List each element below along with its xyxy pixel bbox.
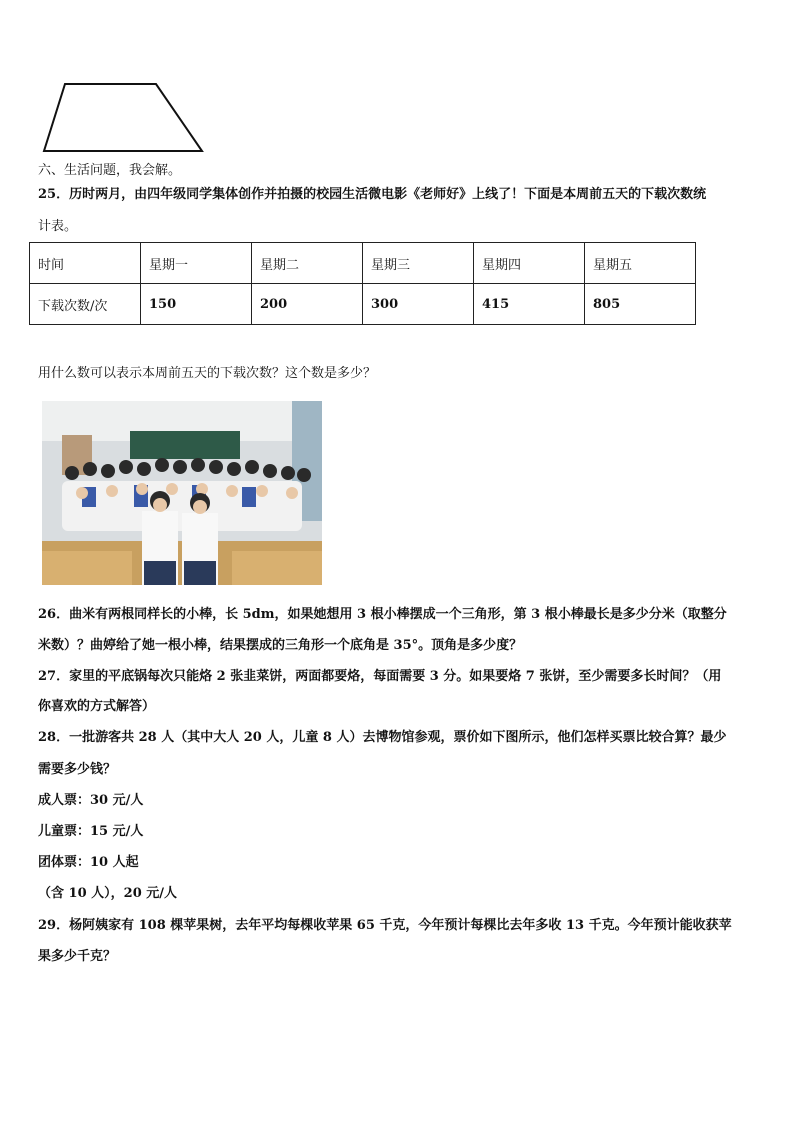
section-six-heading: 六、生活问题，我会解。 (38, 163, 182, 178)
classroom-photo (42, 401, 322, 585)
table-cell: 300 (363, 284, 474, 325)
q29-text-line2: 果多少千克？ (38, 949, 117, 964)
table-cell: 150 (141, 284, 252, 325)
q25-question: 用什么数可以表示本周前五天的下载次数？这个数是多少？ (38, 366, 377, 381)
q25-text-line1: 25．历时两月，由四年级同学集体创作并拍摄的校园生活微电影《老师好》上线了！下面是本周前五天的下载次数统 (38, 187, 707, 202)
download-count-table (29, 242, 696, 325)
q28-group-price: 团体票：10 人起 (38, 855, 139, 870)
table-row (30, 284, 696, 325)
table-cell: 805 (585, 284, 696, 325)
table-cell: 星期三 (363, 243, 474, 284)
table-cell: 星期五 (585, 243, 696, 284)
q26-text-line1: 26．曲米有两根同样长的小棒，长 5dm，如果她想用 3 根小棒摆成一个三角形，第 3 根小棒最长是多少分米（取整分 (38, 607, 727, 622)
table-cell: 星期四 (474, 243, 585, 284)
q26-text-line2: 米数）？曲婷给了她一根小棒，结果摆成的三角形一个底角是 35°。顶角是多少度？ (38, 638, 523, 653)
q27-text-line1: 27．家里的平底锅每次只能烙 2 张韭菜饼，两面都要烙，每面需要 3 分。如果要烙 7 张饼，至少需要多长时间？（用 (38, 669, 722, 684)
q25-text-line2: 计表。 (38, 219, 78, 234)
q28-text-line1: 28．一批游客共 28 人（其中大人 20 人，儿童 8 人）去博物馆参观，票价如下图所示，他们怎样买票比较合算？最少 (38, 730, 727, 745)
table-cell: 415 (474, 284, 585, 325)
table-cell: 下载次数/次 (30, 284, 141, 325)
q28-group-price-detail: （含 10 人），20 元/人 (38, 886, 178, 901)
table-header-row (30, 243, 696, 284)
table-cell: 星期二 (252, 243, 363, 284)
q29-text-line1: 29．杨阿姨家有 108 棵苹果树，去年平均每棵收苹果 65 千克，今年预计每棵比去年多收 13 千克。今年预计能收获苹 (38, 918, 732, 933)
q28-text-line2: 需要多少钱？ (38, 762, 117, 777)
trapezoid-figure (40, 80, 206, 154)
table-cell: 时间 (30, 243, 141, 284)
table-cell: 200 (252, 284, 363, 325)
q28-child-price: 儿童票：15 元/人 (38, 824, 144, 839)
table-cell: 星期一 (141, 243, 252, 284)
q28-adult-price: 成人票：30 元/人 (38, 793, 144, 808)
q27-text-line2: 你喜欢的方式解答） (38, 699, 156, 714)
